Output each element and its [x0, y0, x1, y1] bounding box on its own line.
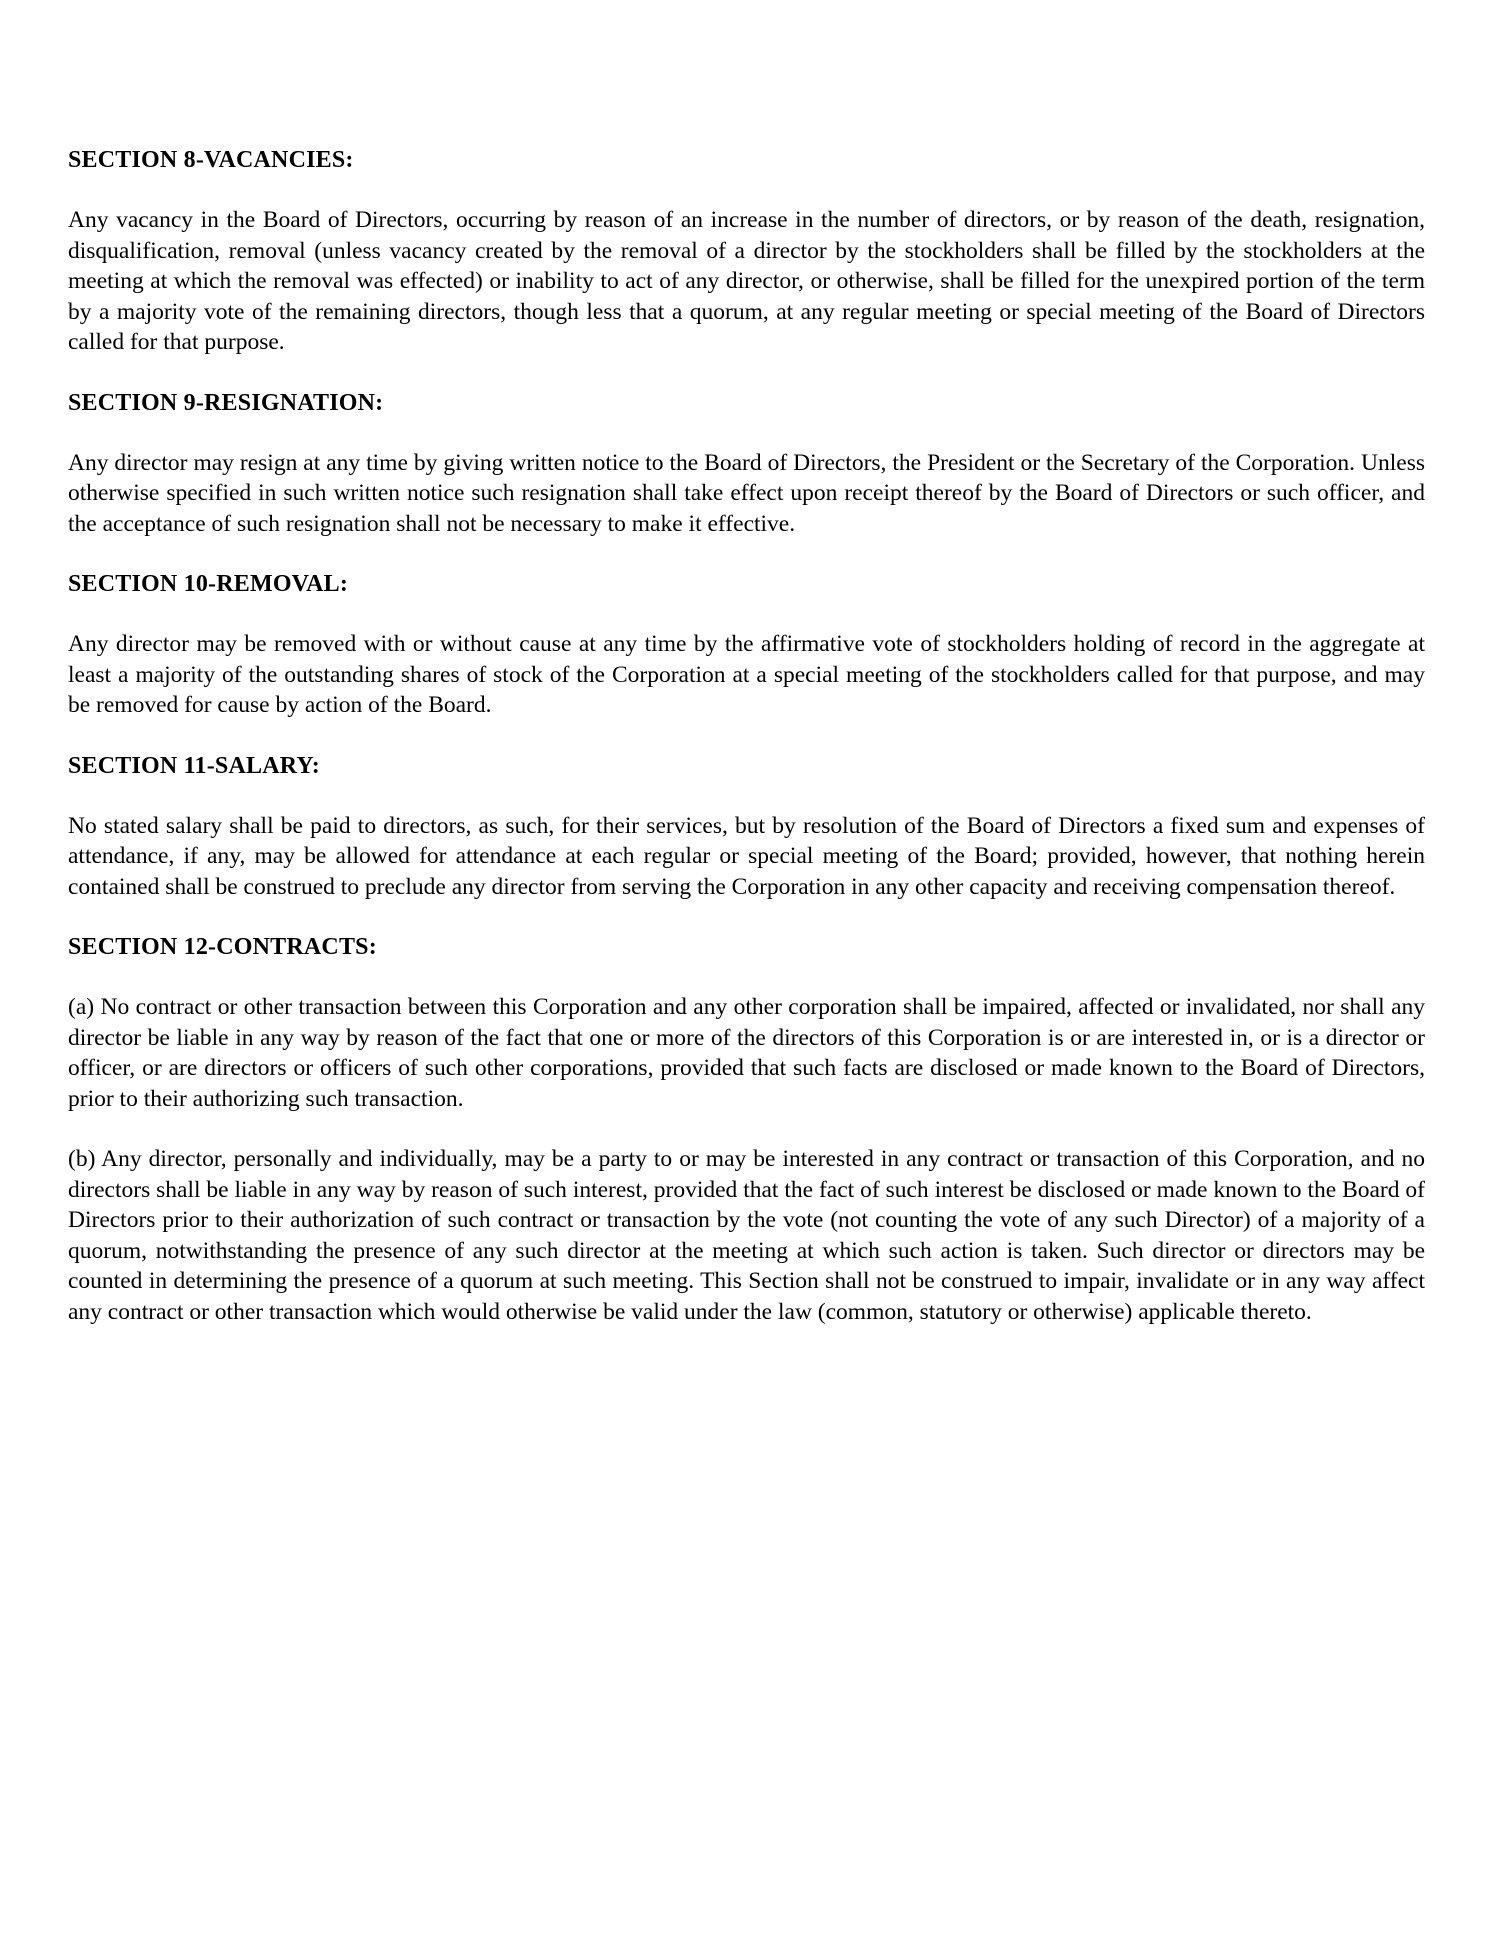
section-8-paragraph: Any vacancy in the Board of Directors, occurring by reason of an increase in the number of directors, or by reason of the death, resignation, disqualification, removal (unless vacancy created by the removal of a director by the stockholders shall be filled by the stockholders at the meeting at which the removal was effected) or inability to act of any director, or otherwise, shall be filled for the unexpired portion of the term by a majority vote of the remaining directors, though less that a quorum, at any regular meeting or special meeting of the Board of Directors called for that purpose. — [68, 207, 1425, 355]
section-12-paragraph-a: (a) No contract or other transaction between this Corporation and any other corporation shall be impaired, affected or invalidated, nor shall any director be liable in any way by reason of the fact that one or more of the directors of this Corporation is or are interested in, or is a director or officer, or are directors or officers of such other corporations, provided that such facts are disclosed or made known to the Board of Directors, prior to their authorizing such transaction. — [68, 994, 1425, 1112]
section-salary — [68, 751, 1425, 903]
section-vacancies — [68, 145, 1425, 358]
section-9-paragraph: Any director may resign at any time by giving written notice to the Board of Directors, the President or the Secretary of the Corporation. Unless otherwise specified in such written notice such resignation shall take effect upon receipt thereof by the Board of Directors or such officer, and the acceptance of such resignation shall not be necessary to make it effective. — [68, 449, 1425, 537]
section-8-heading: SECTION 8-VACANCIES: — [68, 147, 354, 173]
section-resignation — [68, 388, 1425, 540]
section-11-heading: SECTION 11-SALARY: — [68, 752, 320, 779]
section-12-paragraph-b: (b) Any director, personally and individually, may be a party to or may be interested in any contract or transaction of this Corporation, and no directors shall be liable in any way by reason of such interest, provided that the fact of such interest be disclosed or made known to the Board of Directors prior to their authorization of such contract or transaction by the vote (not counting the vote of any such Director) of a majority of a quorum, notwithstanding the presence of any such director at the meeting at which such action is taken. Such director or directors may be counted in determining the presence of a quorum at such meeting. This Section shall not be construed to impair, invalidate or in any way affect any contract or other transaction which would otherwise be valid under the law (common, statutory or otherwise) applicable thereto. — [68, 1146, 1425, 1325]
section-contracts — [68, 932, 1425, 1327]
section-12-heading: SECTION 12-CONTRACTS: — [68, 934, 377, 960]
section-9-heading: SECTION 9-RESIGNATION: — [68, 389, 384, 416]
section-removal — [68, 569, 1425, 721]
section-11-paragraph: No stated salary shall be paid to directors, as such, for their services, but by resolution of the Board of Directors a fixed sum and expenses of attendance, if any, may be allowed for attendance at each regular or special meeting of the Board; provided, however, that nothing herein contained shall be construed to preclude any director from serving the Corporation in any other capacity and receiving compensation thereof. — [68, 812, 1425, 900]
section-10-heading: SECTION 10-REMOVAL: — [68, 571, 349, 597]
section-10-paragraph: Any director may be removed with or without cause at any time by the affirmative vote of stockholders holding of record in the aggregate at least a majority of the outstanding shares of stock of the Corporation at a special meeting of the stockholders called for that purpose, and may be removed for cause by action of the Board. — [68, 631, 1425, 718]
